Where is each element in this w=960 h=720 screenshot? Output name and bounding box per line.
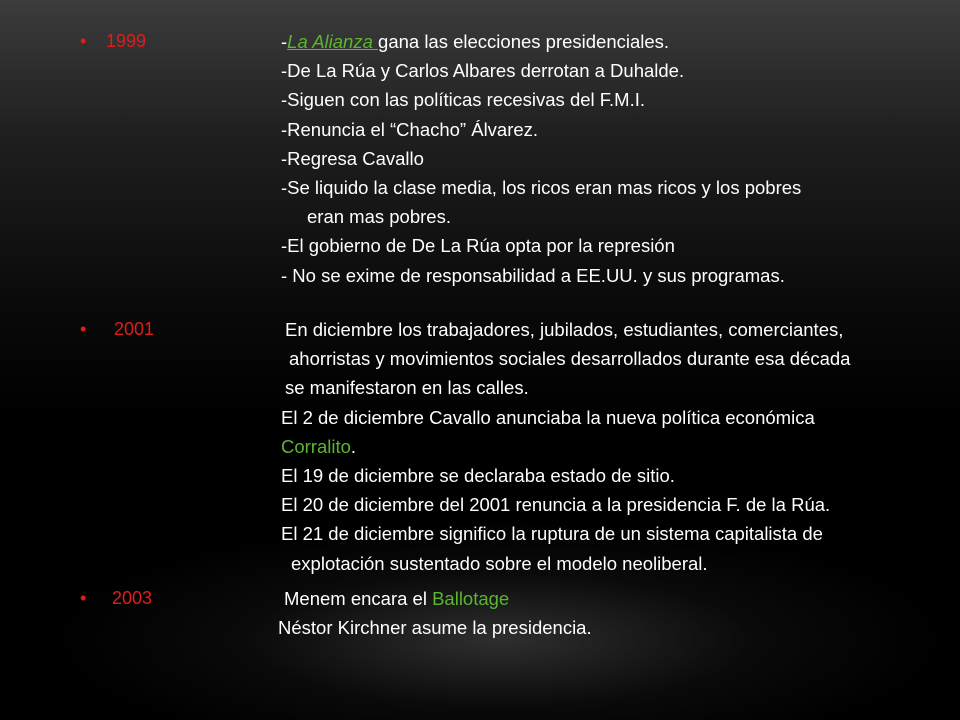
entry-line: Menem encara el Ballotage	[284, 588, 510, 609]
entry-line: Corralito.	[281, 435, 357, 457]
entry-line: -De La Rúa y Carlos Albares derrotan a Duhalde.	[281, 60, 685, 82]
timeline-entry-2003-text	[278, 584, 592, 642]
entry-line: se manifestaron en las calles.	[285, 377, 529, 399]
timeline-entry-2003-bullet	[80, 584, 152, 613]
timeline-entry-1999-bullet	[80, 27, 146, 56]
timeline-entry-2001-bullet	[80, 315, 154, 344]
entry-line: eran mas pobres.	[307, 206, 451, 228]
entry-line: -Renuncia el “Chacho” Álvarez.	[281, 118, 539, 140]
timeline-entry-2001-text	[281, 315, 850, 578]
entry-line: El 21 de diciembre significo la ruptura de un sistema capitalista de	[281, 523, 823, 545]
entry-line: El 2 de diciembre Cavallo anunciaba la nueva política económica	[281, 406, 815, 428]
bullet-icon: •	[80, 319, 87, 339]
entry-line: -Regresa Cavallo	[281, 147, 424, 169]
year-label: 1999	[106, 31, 147, 51]
entry-line: -Siguen con las políticas recesivas del F.M.I.	[281, 89, 645, 111]
timeline-entry-1999-text	[281, 27, 801, 290]
entry-line: - No se exime de responsabilidad a EE.UU. y sus programas.	[281, 264, 785, 286]
entry-line: ahorristas y movimientos sociales desarrollados durante esa década	[289, 348, 851, 370]
la-alianza-link[interactable]: La Alianza	[287, 31, 379, 52]
entry-line: -El gobierno de De La Rúa opta por la represión	[281, 235, 675, 257]
year-label: 2003	[112, 588, 153, 608]
entry-line: El 19 de diciembre se declaraba estado de sitio.	[281, 464, 675, 486]
entry-line: El 20 de diciembre del 2001 renuncia a la presidencia F. de la Rúa.	[281, 494, 831, 516]
entry-line: En diciembre los trabajadores, jubilados, estudiantes, comerciantes,	[285, 319, 844, 340]
entry-line: -La Alianza gana las elecciones presidenciales.	[281, 31, 670, 52]
ballotage-highlight: Ballotage	[432, 588, 510, 609]
entry-line: Néstor Kirchner asume la presidencia.	[278, 617, 592, 639]
entry-line: -Se liquido la clase media, los ricos eran mas ricos y los pobres	[281, 176, 802, 198]
corralito-highlight: Corralito	[281, 435, 351, 457]
entry-line: explotación sustentado sobre el modelo neoliberal.	[291, 552, 708, 574]
year-label: 2001	[114, 319, 155, 339]
bullet-icon: •	[80, 31, 87, 51]
bullet-icon: •	[80, 588, 87, 608]
